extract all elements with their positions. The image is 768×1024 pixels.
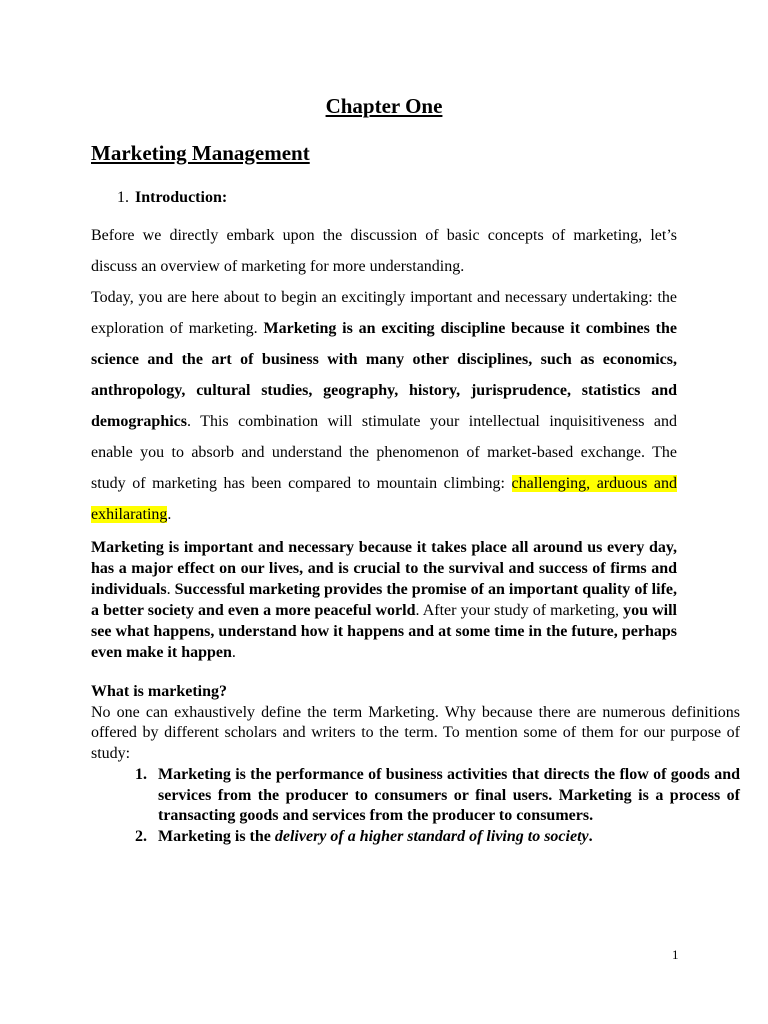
text-run: . This combination will stimulate your intellectual inquisitiveness and enable you to absorb and understand the phenomenon of market-based exchange. The study of marketing has been compared to mountain climbing: xyxy=(91,413,677,492)
text-run: . xyxy=(588,827,593,845)
importance-body xyxy=(91,537,677,663)
bold-run: Marketing is important and necessary because it takes place all around us every day, has a major effect on our lives, and is crucial to the survival and success of firms and individuals xyxy=(91,539,677,598)
what-is-marketing-section xyxy=(91,682,740,848)
definition-item xyxy=(91,827,740,848)
highlighted-text: challenging, arduous and exhilarating xyxy=(91,475,678,523)
text-run: . xyxy=(231,644,236,661)
what-heading xyxy=(91,682,740,703)
what-body: No one can exhaustively define the term Marketing. Why because there are numerous definitions offered by different scholars and writers to the term. To mention some of them for our purpose of study: xyxy=(91,703,740,763)
list-number: 1. xyxy=(135,765,147,783)
text-run: Today, you are here about to begin an excitingly important and necessary undertaking: the exploration of marketing. xyxy=(91,289,677,337)
bold-run: Successful marketing provides the promise of an important quality of life, a better society and even a more peaceful world xyxy=(91,581,677,619)
text-run: . xyxy=(415,602,423,619)
intro-label: Introduction: xyxy=(135,189,228,206)
text-run: . xyxy=(167,506,172,523)
chapter-title: Chapter One xyxy=(325,94,443,118)
bold-run: you will see what happens, understand how it happens and at some time in the future, perhaps even make it happen xyxy=(91,602,678,661)
definition-item xyxy=(91,765,740,827)
page-number: 1 xyxy=(672,947,679,962)
text-run: After your study of marketing, xyxy=(422,602,624,619)
bold-run: Marketing is an exciting discipline because it combines the science and the art of business with many other disciplines, such as economics, anthropology, cultural studies, geography, history, jurisprudence, statistics and demographics xyxy=(91,320,678,430)
section-title: Marketing Management xyxy=(91,141,310,165)
list-number: 2. xyxy=(135,827,147,845)
paragraph-importance xyxy=(91,537,677,663)
italic-run: delivery of a higher standard of living to society xyxy=(274,827,589,845)
paragraph-discipline xyxy=(91,282,677,530)
intro-heading xyxy=(117,189,227,207)
definition-text: Marketing is the performance of business activities that directs the flow of goods and services from the producer to consumers or final users. Marketing is a process of transacting goods and services from the producer to consumers. xyxy=(158,765,740,825)
definition-text: Marketing is the xyxy=(158,827,275,845)
intro-body xyxy=(91,220,677,530)
bold-run: What is marketing? xyxy=(91,683,227,700)
paragraph-overview: Before we directly embark upon the discussion of basic concepts of marketing, let’s discuss an overview of marketing for more understanding. xyxy=(91,227,677,275)
intro-number: 1. xyxy=(117,189,129,206)
text-run: . xyxy=(166,581,175,598)
definition-list xyxy=(91,765,740,848)
